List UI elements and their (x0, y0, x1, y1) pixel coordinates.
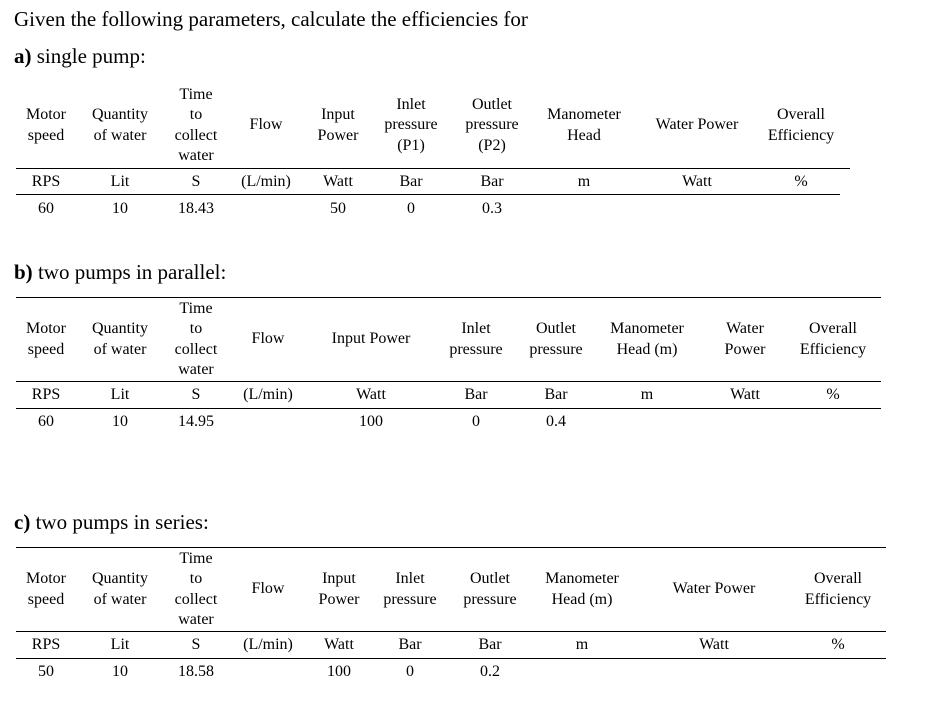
unit-cell: S (191, 386, 201, 403)
column-header (92, 299, 148, 380)
header-line: Water (726, 320, 764, 337)
header-line: Time (179, 549, 213, 567)
header-line: pressure (449, 340, 503, 358)
section-title (14, 510, 209, 534)
column-header (319, 549, 360, 630)
value-cell: 60 (38, 413, 54, 430)
header-line: Head (m) (551, 590, 613, 608)
header-line: (P2) (478, 136, 506, 154)
unit-cell: RPS (31, 636, 61, 653)
header-line: water (178, 361, 214, 378)
table-rule (16, 194, 840, 195)
header-line: speed (27, 340, 65, 358)
column-header (92, 84, 148, 167)
column-header (463, 549, 516, 630)
section-title (14, 260, 226, 284)
unit-cell: Bar (398, 636, 422, 653)
unit-cell: Bar (464, 386, 488, 403)
section-letter: c) (14, 510, 31, 534)
header-line: Input (321, 106, 355, 123)
column-header (673, 549, 756, 630)
unit-cell: RPS (31, 173, 61, 190)
header-line: Efficiency (799, 340, 867, 358)
header-line: Input Power (331, 330, 411, 348)
header-line: Time (179, 85, 213, 103)
value-cell: 18.58 (178, 663, 214, 680)
header-line: Motor (26, 106, 66, 123)
unit-cell: Watt (324, 636, 354, 653)
unit-cell: S (191, 636, 201, 653)
header-line: Efficiency (767, 126, 835, 144)
header-line: Inlet (396, 95, 426, 113)
column-header (318, 84, 359, 167)
unit-cell: Lit (110, 173, 130, 190)
column-header (92, 549, 148, 630)
unit-cell: % (831, 636, 845, 653)
header-line: Overall (809, 320, 857, 337)
header-line: collect (174, 340, 218, 358)
header-line: Head (m) (616, 340, 678, 358)
header-line: Efficiency (804, 590, 872, 608)
unit-cell: Bar (399, 173, 423, 190)
unit-cell: % (826, 386, 840, 403)
header-line: to (189, 320, 203, 337)
column-header (465, 84, 518, 167)
header-line: of water (93, 590, 147, 608)
unit-cell: % (794, 173, 808, 190)
column-header (175, 549, 218, 630)
value-cell: 60 (38, 200, 54, 217)
header-line: Quantity (92, 570, 148, 587)
table-rule (16, 168, 850, 169)
value-cell: 0.3 (482, 200, 502, 217)
value-cell: 100 (359, 413, 383, 430)
column-header (252, 299, 285, 380)
table-rule (16, 658, 886, 659)
header-line: (P1) (397, 136, 425, 154)
value-cell: 10 (112, 663, 128, 680)
unit-cell: Lit (110, 636, 130, 653)
section-title (14, 44, 146, 68)
header-line: Quantity (92, 106, 148, 123)
column-header (250, 84, 283, 167)
header-line: Power (724, 340, 766, 358)
section-letter: b) (14, 260, 33, 284)
value-cell: 100 (327, 663, 351, 680)
header-line: speed (27, 590, 65, 608)
header-line: Input (322, 570, 356, 587)
column-header (610, 299, 684, 380)
unit-cell: Bar (478, 636, 502, 653)
header-line: Inlet (461, 320, 491, 337)
column-header (805, 549, 871, 630)
column-header (529, 299, 582, 380)
header-line: collect (174, 126, 218, 144)
unit-cell: Watt (699, 636, 729, 653)
value-cell: 0.4 (546, 413, 566, 430)
section-title-text: two pumps in parallel: (32, 260, 227, 284)
table-rule (16, 631, 886, 632)
header-line: Power (318, 590, 360, 608)
value-cell: 50 (38, 663, 54, 680)
unit-cell: Watt (323, 173, 353, 190)
value-cell: 0.2 (480, 663, 500, 680)
header-line: Flow (251, 330, 285, 348)
intro-text: Given the following parameters, calculate the efficiencies for (14, 7, 528, 31)
unit-cell: Bar (480, 173, 504, 190)
value-cell: 50 (330, 200, 346, 217)
header-line: pressure (463, 590, 517, 608)
table-rule (16, 297, 881, 298)
unit-cell: (L/min) (241, 173, 291, 190)
column-header (547, 84, 621, 167)
table-rule (16, 381, 881, 382)
header-line: Manometer (545, 570, 619, 587)
header-line: Flow (251, 580, 285, 598)
header-line: Head (567, 126, 601, 144)
header-line: Quantity (92, 320, 148, 337)
unit-cell: (L/min) (243, 636, 293, 653)
section-title-text: two pumps in series: (30, 510, 209, 534)
unit-cell: Bar (544, 386, 568, 403)
value-cell: 18.43 (178, 200, 214, 217)
header-line: of water (93, 126, 147, 144)
table-rule (16, 547, 886, 548)
value-cell: 0 (472, 413, 480, 430)
header-line: Power (317, 126, 359, 144)
column-header (252, 549, 285, 630)
unit-cell: S (191, 173, 201, 190)
header-line: Outlet (536, 320, 576, 337)
header-line: to (189, 106, 203, 123)
value-cell: 10 (112, 413, 128, 430)
header-line: of water (93, 340, 147, 358)
unit-cell: Watt (730, 386, 760, 403)
column-header (449, 299, 502, 380)
column-header (175, 84, 218, 167)
header-line: Overall (777, 106, 825, 123)
unit-cell: Lit (110, 386, 130, 403)
header-line: speed (27, 126, 65, 144)
column-header (26, 84, 66, 167)
unit-cell: m (640, 386, 654, 403)
value-cell: 10 (112, 200, 128, 217)
column-header (725, 299, 766, 380)
unit-cell: m (575, 636, 589, 653)
header-line: to (189, 570, 203, 587)
column-header (26, 299, 66, 380)
section-title-text: single pump: (31, 44, 146, 68)
column-header (800, 299, 866, 380)
table-rule (16, 408, 881, 409)
column-header (332, 299, 411, 380)
unit-cell: Watt (682, 173, 712, 190)
header-line: Overall (814, 570, 862, 587)
column-header (26, 549, 66, 630)
unit-cell: (L/min) (243, 386, 293, 403)
column-header (383, 549, 436, 630)
header-line: pressure (465, 116, 519, 134)
value-cell: 0 (406, 663, 414, 680)
header-line: pressure (384, 116, 438, 134)
header-line: Time (179, 299, 213, 317)
unit-cell: m (577, 173, 591, 190)
column-header (768, 84, 834, 167)
header-line: Manometer (610, 320, 684, 337)
unit-cell: Watt (356, 386, 386, 403)
header-line: collect (174, 590, 218, 608)
section-letter: a) (14, 44, 32, 68)
header-line: Flow (249, 116, 283, 134)
header-line: Inlet (395, 570, 425, 587)
column-header (175, 299, 218, 380)
header-line: Motor (26, 570, 66, 587)
unit-cell: RPS (31, 386, 61, 403)
header-line: Outlet (472, 95, 512, 113)
value-cell: 0 (407, 200, 415, 217)
header-line: Water Power (672, 580, 756, 598)
column-header (545, 549, 619, 630)
header-line: Water Power (655, 116, 739, 134)
header-line: Outlet (470, 570, 510, 587)
value-cell: 14.95 (178, 413, 214, 430)
header-line: pressure (529, 340, 583, 358)
column-header (384, 84, 437, 167)
header-line: Manometer (547, 106, 621, 123)
header-line: water (178, 147, 214, 164)
header-line: pressure (383, 590, 437, 608)
column-header (656, 84, 739, 167)
header-line: Motor (26, 320, 66, 337)
header-line: water (178, 611, 214, 628)
